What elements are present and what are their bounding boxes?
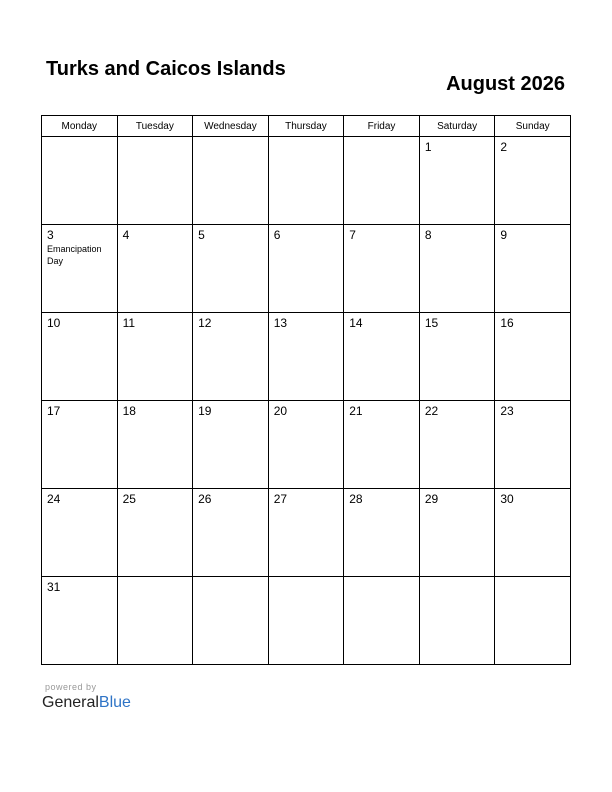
day-cell [193,137,269,225]
month-year-title: August 2026 [446,73,565,95]
day-cell [419,225,495,313]
day-number: 4 [122,228,130,242]
week-row [42,401,571,489]
weekday-header: Saturday [419,116,495,137]
calendar-grid [41,115,571,665]
calendar-body [42,137,571,665]
day-cell [344,489,420,577]
weekday-header: Friday [344,116,420,137]
day-number: 20 [273,404,288,418]
day-cell [117,401,193,489]
day-number: 11 [122,316,136,330]
weekday-header: Tuesday [117,116,193,137]
day-cell [117,489,193,577]
day-cell [495,313,571,401]
day-cell [495,489,571,577]
week-row [42,313,571,401]
day-cell [344,401,420,489]
day-number: 23 [500,404,514,418]
day-cell [193,489,269,577]
day-cell [419,313,495,401]
weekday-header-row [42,116,571,137]
day-cell [268,313,344,401]
week-row [42,577,571,665]
day-cell [268,489,344,577]
weekday-header: Thursday [268,116,344,137]
weekday-header: Sunday [495,116,571,137]
day-cell [495,225,571,313]
day-cell [419,489,495,577]
day-number: 9 [500,228,508,242]
weekday-header: Wednesday [193,116,269,137]
day-cell [193,577,269,665]
day-number: 17 [47,404,61,418]
day-number: 22 [424,404,439,418]
day-cell [117,225,193,313]
week-row [42,225,571,313]
day-cell [419,577,495,665]
day-number: 29 [424,492,439,506]
day-number: 14 [349,316,363,330]
day-cell [117,137,193,225]
day-cell [268,137,344,225]
day-number: 24 [47,492,61,506]
day-cell [344,577,420,665]
day-number: 30 [500,492,514,506]
day-cell [495,401,571,489]
day-number: 21 [349,404,363,418]
day-cell [193,313,269,401]
day-cell [419,401,495,489]
footer-branding [42,682,131,713]
day-number: 6 [273,228,281,242]
day-cell [268,225,344,313]
day-number: 15 [424,316,439,330]
day-cell [268,401,344,489]
day-cell [42,577,118,665]
day-cell [495,577,571,665]
day-cell [193,401,269,489]
day-number: 19 [198,404,212,418]
day-cell [117,313,193,401]
day-number: 5 [198,228,205,242]
day-cell [419,137,495,225]
day-number: 16 [500,316,514,330]
day-cell [42,313,118,401]
day-cell [344,313,420,401]
brand-general-text: General [42,694,99,711]
week-row [42,137,571,225]
day-cell [495,137,571,225]
day-number: 25 [122,492,136,506]
country-title: Turks and Caicos Islands [46,58,286,80]
day-number: 28 [349,492,363,506]
day-number: 12 [198,316,212,330]
day-number: 2 [500,140,508,154]
day-number: 3 [47,228,54,242]
powered-by-text: powered by [45,682,97,692]
holiday-label: Emancipation Day [47,244,102,266]
day-cell [344,137,420,225]
day-number: 13 [273,316,288,330]
day-number: 26 [198,492,212,506]
weekday-header: Monday [42,116,118,137]
day-cell [268,577,344,665]
day-cell [42,137,118,225]
brand-logo[interactable] [42,693,131,713]
day-cell [344,225,420,313]
day-cell [42,401,118,489]
day-cell [42,489,118,577]
day-number: 8 [424,228,432,242]
day-number: 10 [47,316,61,330]
day-number: 27 [273,492,288,506]
day-cell [117,577,193,665]
day-cell [193,225,269,313]
day-number: 7 [349,228,356,242]
day-cell [42,225,118,313]
brand-blue-text: Blue [98,694,131,711]
day-number: 18 [122,404,136,418]
day-number: 1 [424,140,432,154]
day-number: 31 [47,580,61,594]
week-row [42,489,571,577]
